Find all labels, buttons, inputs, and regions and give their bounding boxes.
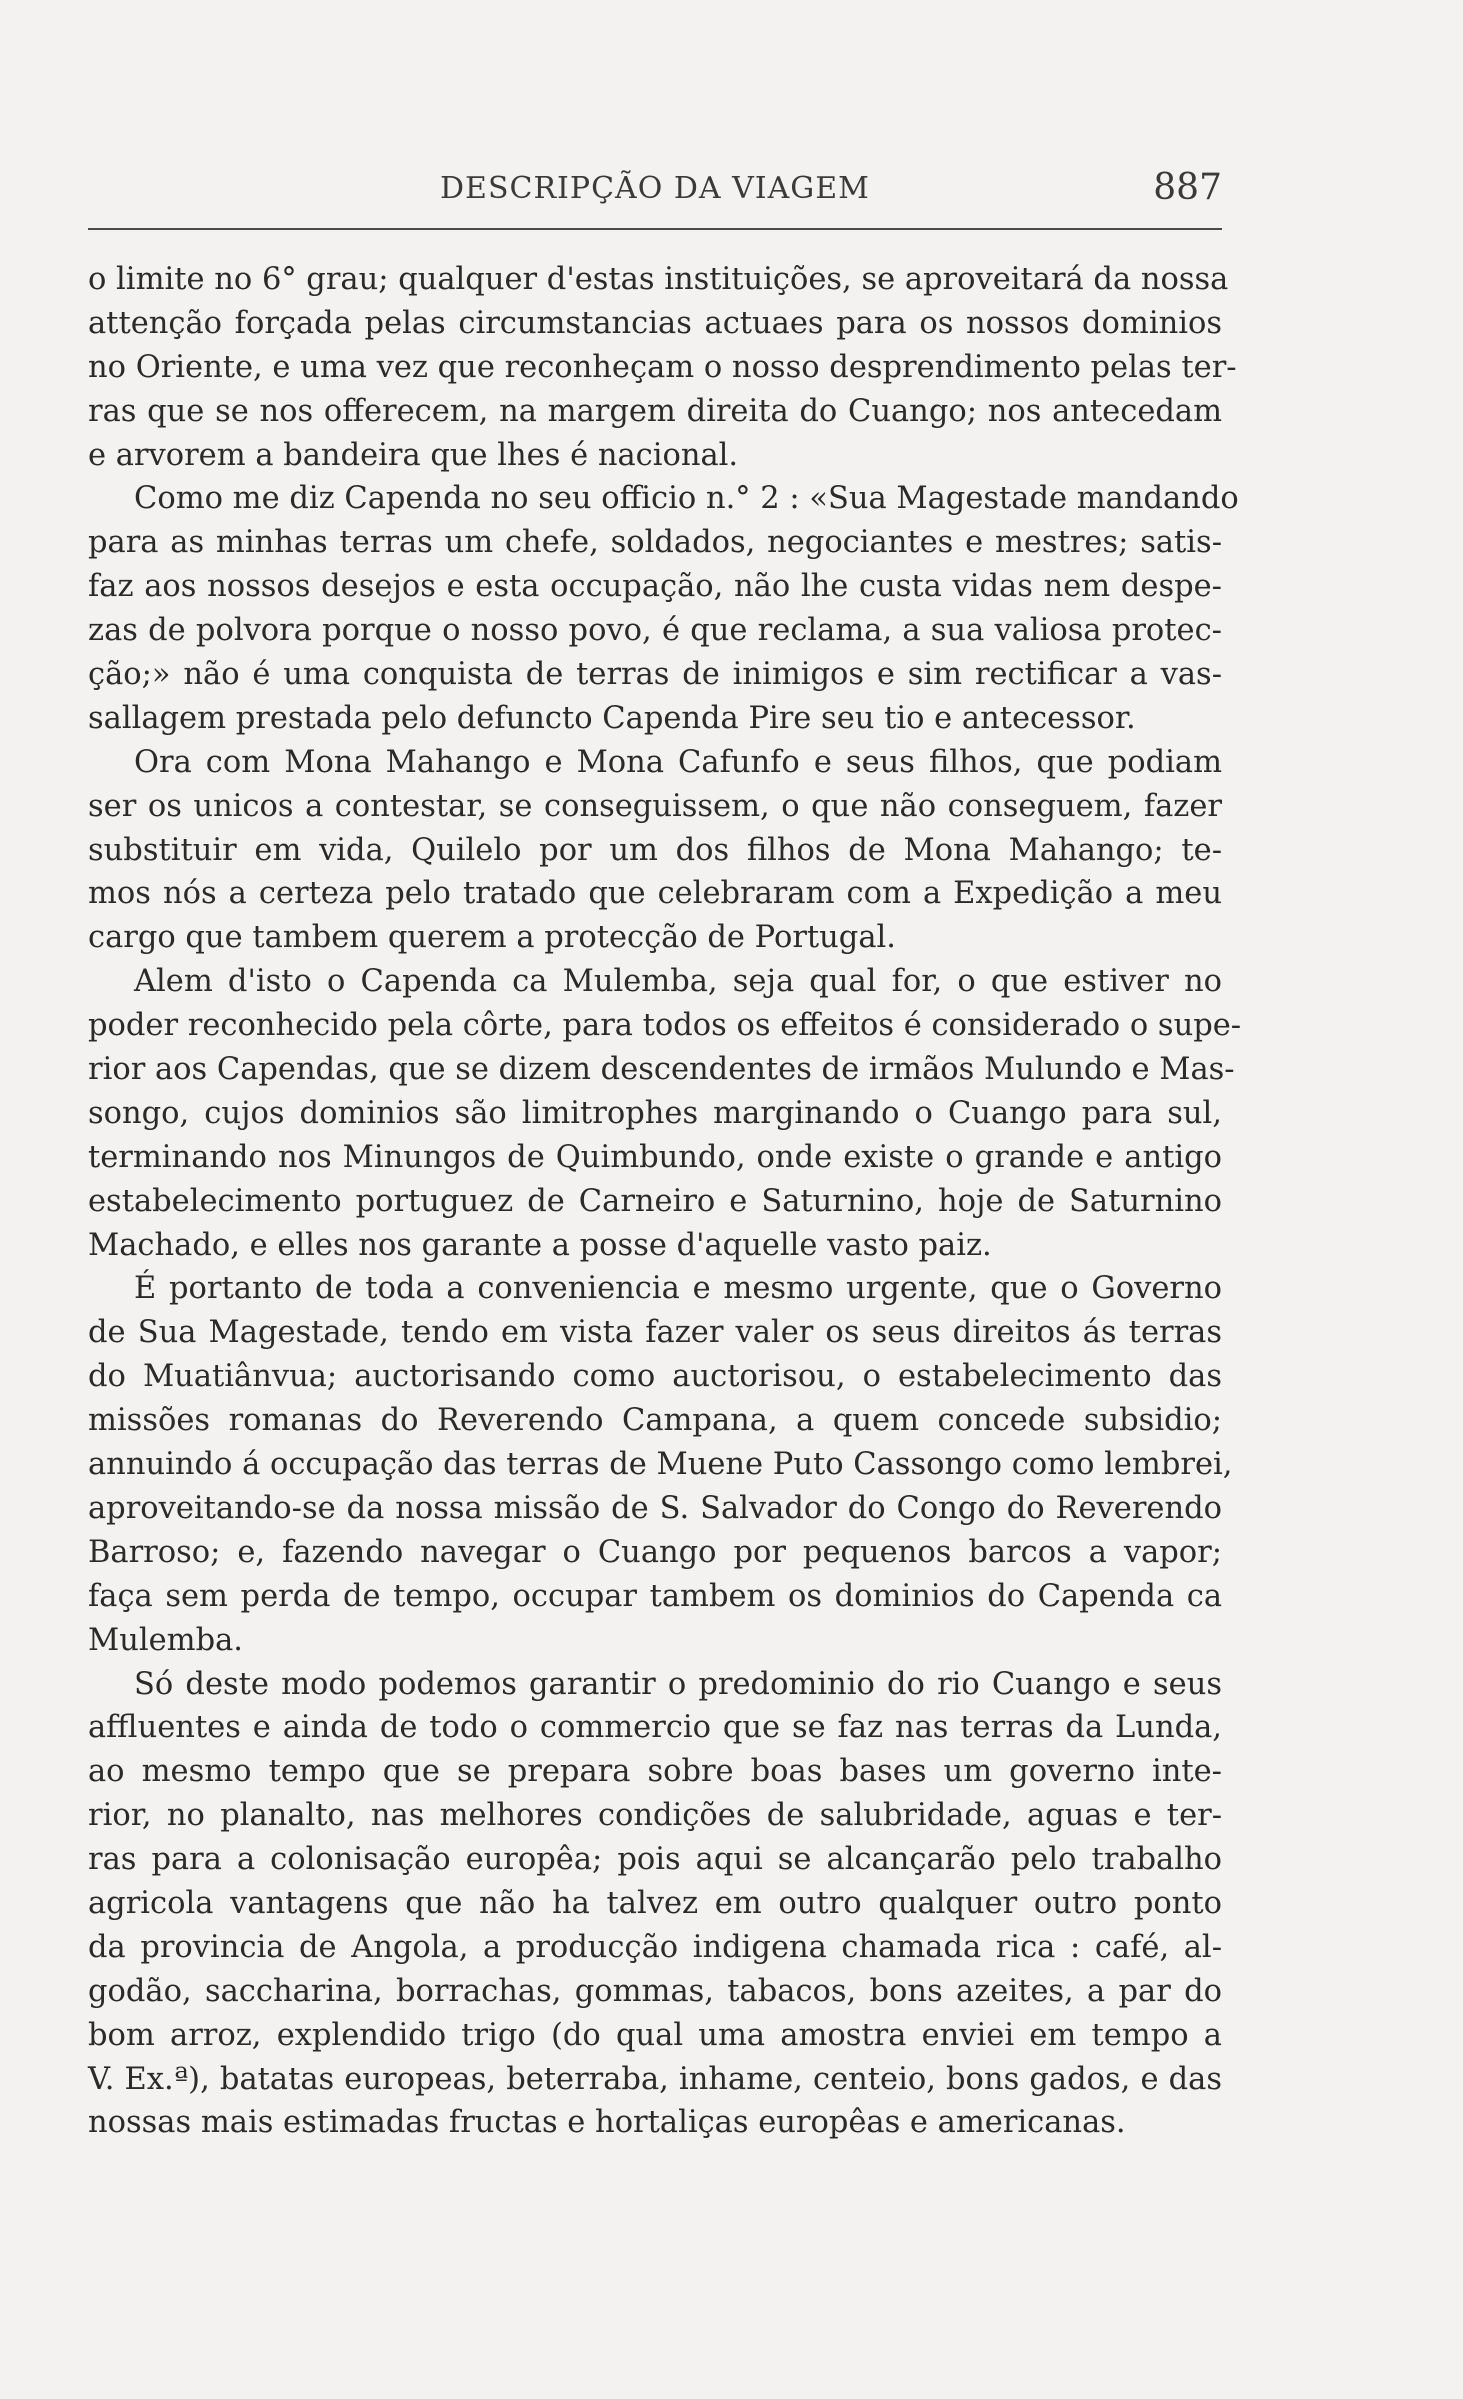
text-line: Como me diz Capenda no seu officio n.° 2 : «Sua Magestade mandando (134, 481, 1239, 517)
text-line: de Sua Magestade, tendo em vista fazer valer os seus direitos ás terras (88, 1315, 1222, 1351)
text-line: ras que se nos offerecem, na margem direita do Cuango; nos antecedam (88, 393, 1222, 429)
text-line: Ora com Mona Mahango e Mona Cafunfo e seus filhos, que podiam (134, 744, 1222, 780)
text-line: agricola vantagens que não ha talvez em outro qualquer outro ponto (88, 1885, 1222, 1921)
text-line: do Muatiânvua; auctorisando como auctorisou, o estabelecimento das (88, 1359, 1222, 1395)
text-line: Barroso; e, fazendo navegar o Cuango por pequenos barcos a vapor; (88, 1534, 1222, 1570)
text-line: zas de polvora porque o nosso povo, é que reclama, a sua valiosa protec- (88, 613, 1222, 649)
text-line: songo, cujos dominios são limitrophes marginando o Cuango para sul, (88, 1095, 1222, 1131)
text-line: e arvorem a bandeira que lhes é nacional. (88, 437, 739, 473)
text-line: para as minhas terras um chefe, soldados, negociantes e mestres; satis- (88, 525, 1222, 561)
text-line: rior aos Capendas, que se dizem descendentes de irmãos Mulundo e Mas- (88, 1052, 1235, 1088)
text-line: annuindo á occupação das terras de Muene Puto Cassongo como lembrei, (88, 1447, 1233, 1483)
text-line: affluentes e ainda de todo o commercio que se faz nas terras da Lunda, (88, 1710, 1222, 1746)
text-line: sallagem prestada pelo defuncto Capenda Pire seu tio e antecessor. (88, 700, 1136, 736)
text-line: rior, no planalto, nas melhores condições de salubridade, aguas e ter- (88, 1798, 1222, 1834)
page-number: 887 (1153, 167, 1222, 208)
text-line: ser os unicos a contestar, se conseguissem, o que não conseguem, fazer (88, 788, 1222, 824)
text-line: ção;» não é uma conquista de terras de inimigos e sim rectificar a vas- (88, 657, 1222, 693)
running-title: DESCRIPÇÃO DA VIAGEM (440, 171, 870, 206)
text-line: estabelecimento portuguez de Carneiro e Saturnino, hoje de Saturnino (88, 1183, 1222, 1219)
text-line: bom arroz, explendido trigo (do qual uma amostra enviei em tempo a (88, 2017, 1222, 2053)
text-line: no Oriente, e uma vez que reconheçam o nosso desprendimento pelas ter- (88, 349, 1237, 385)
text-line: nossas mais estimadas fructas e hortaliças europêas e americanas. (88, 2105, 1126, 2141)
header-rule (88, 228, 1222, 230)
text-line: mos nós a certeza pelo tratado que celebraram com a Expedição a meu (88, 876, 1222, 912)
text-line: Mulemba. (88, 1622, 244, 1658)
text-line: V. Ex.ª), batatas europeas, beterraba, inhame, centeio, bons gados, e das (88, 2061, 1222, 2097)
text-line: aproveitando-se da nossa missão de S. Salvador do Congo do Reverendo (88, 1490, 1222, 1526)
text-line: Alem d'isto o Capenda ca Mulemba, seja qual for, o que estiver no (134, 964, 1222, 1000)
text-line: da provincia de Angola, a producção indigena chamada rica : café, al- (88, 1929, 1222, 1965)
text-line: attenção forçada pelas circumstancias actuaes para os nossos dominios (88, 305, 1222, 341)
text-line: Machado, e elles nos garante a posse d'aquelle vasto paiz. (88, 1227, 992, 1263)
text-line: poder reconhecido pela côrte, para todos os effeitos é considerado o supe- (88, 1008, 1242, 1044)
body-text (88, 258, 1242, 2145)
page-header (88, 165, 1222, 215)
text-line: missões romanas do Reverendo Campana, a quem concede subsidio; (88, 1403, 1222, 1439)
text-line: terminando nos Minungos de Quimbundo, onde existe o grande e antigo (88, 1139, 1222, 1175)
text-line: É portanto de toda a conveniencia e mesmo urgente, que o Governo (134, 1271, 1222, 1307)
text-line: o limite no 6° grau; qualquer d'estas instituições, se aproveitará da nossa (88, 262, 1229, 297)
text-line: ras para a colonisação europêa; pois aqui se alcançarão pelo trabalho (88, 1842, 1222, 1878)
text-line: faça sem perda de tempo, occupar tambem os dominios do Capenda ca (88, 1578, 1222, 1614)
text-line: godão, saccharina, borrachas, gommas, tabacos, bons azeites, a par do (88, 1973, 1222, 2009)
text-line: cargo que tambem querem a protecção de Portugal. (88, 920, 896, 956)
text-line: ao mesmo tempo que se prepara sobre boas bases um governo inte- (88, 1754, 1222, 1790)
text-line: Só deste modo podemos garantir o predominio do rio Cuango e seus (134, 1666, 1222, 1702)
text-line: substituir em vida, Quilelo por um dos filhos de Mona Mahango; te- (88, 832, 1222, 868)
text-line: faz aos nossos desejos e esta occupação, não lhe custa vidas nem despe- (88, 569, 1222, 605)
